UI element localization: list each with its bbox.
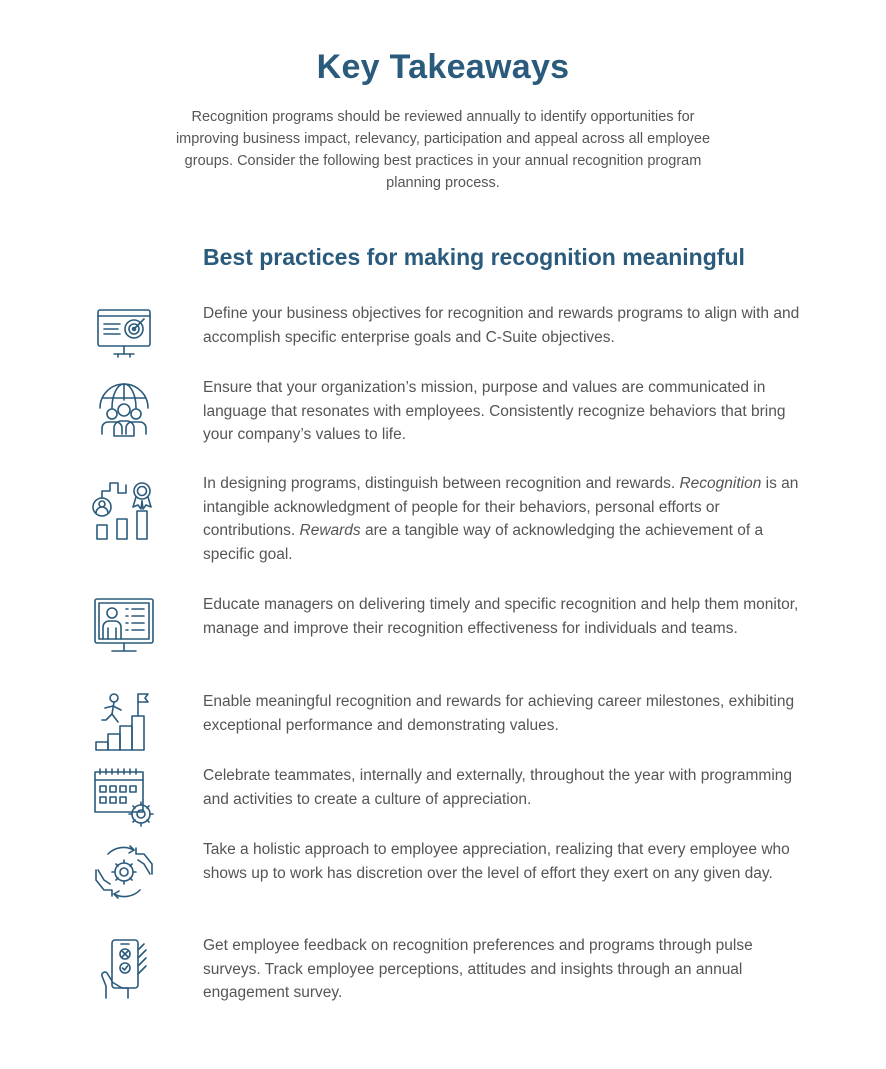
practice-text: Define your business objectives for recognition and rewards programs to align with and accomplish specific enterprise goals and C-Suite objectives. <box>203 305 800 346</box>
practice-text: In designing programs, distinguish between recognition and rewards. Recognition is an intangible acknowledgment of people for their behaviors, personal efforts or contributions. Rewards are a tangible way of acknowledging the achievement of a specific goal. <box>203 475 799 564</box>
practice-text: Get employee feedback on recognition preferences and programs through pulse surveys. Track employee perceptions, attitudes and insights through an annual engagement survey. <box>203 937 753 1002</box>
climber-flag-icon <box>92 690 156 754</box>
calendar-gear-icon <box>92 766 156 830</box>
intro-paragraph: Recognition programs should be reviewed annually to identify opportunities for improving business impact, relevancy, participation and appeal across all employee groups. Consider the following best practices in your annual recognition program planning process. <box>175 109 711 191</box>
practice-text: Ensure that your organization’s mission, purpose and values are communicated in language that resonates with employees. Consistently recognize behaviors that bring your company’s values to life. <box>203 379 786 444</box>
globe-people-icon <box>92 378 156 442</box>
monitor-target-icon <box>92 304 156 368</box>
practice-text: Celebrate teammates, internally and externally, throughout the year with programming and activities to create a culture of appreciation. <box>203 767 793 808</box>
growth-award-icon <box>92 477 156 541</box>
presenter-screen-icon <box>92 595 156 659</box>
section-heading: Best practices for making recognition meaningful <box>203 244 745 270</box>
practice-text: Educate managers on delivering timely and specific recognition and help them monitor, manage and improve their recognition effectiveness for individuals and teams. <box>203 596 799 637</box>
practice-text: Enable meaningful recognition and rewards for achieving career milestones, exhibiting exceptional performance and demonstrating values. <box>203 693 795 734</box>
page-title: Key Takeaways <box>316 48 570 86</box>
practice-text: Take a holistic approach to employee appreciation, realizing that every employee who shows up to work has discretion over the level of effort they exert on any given day. <box>203 841 790 882</box>
hands-cycle-gear-icon <box>92 840 156 904</box>
phone-survey-icon <box>92 936 156 1000</box>
